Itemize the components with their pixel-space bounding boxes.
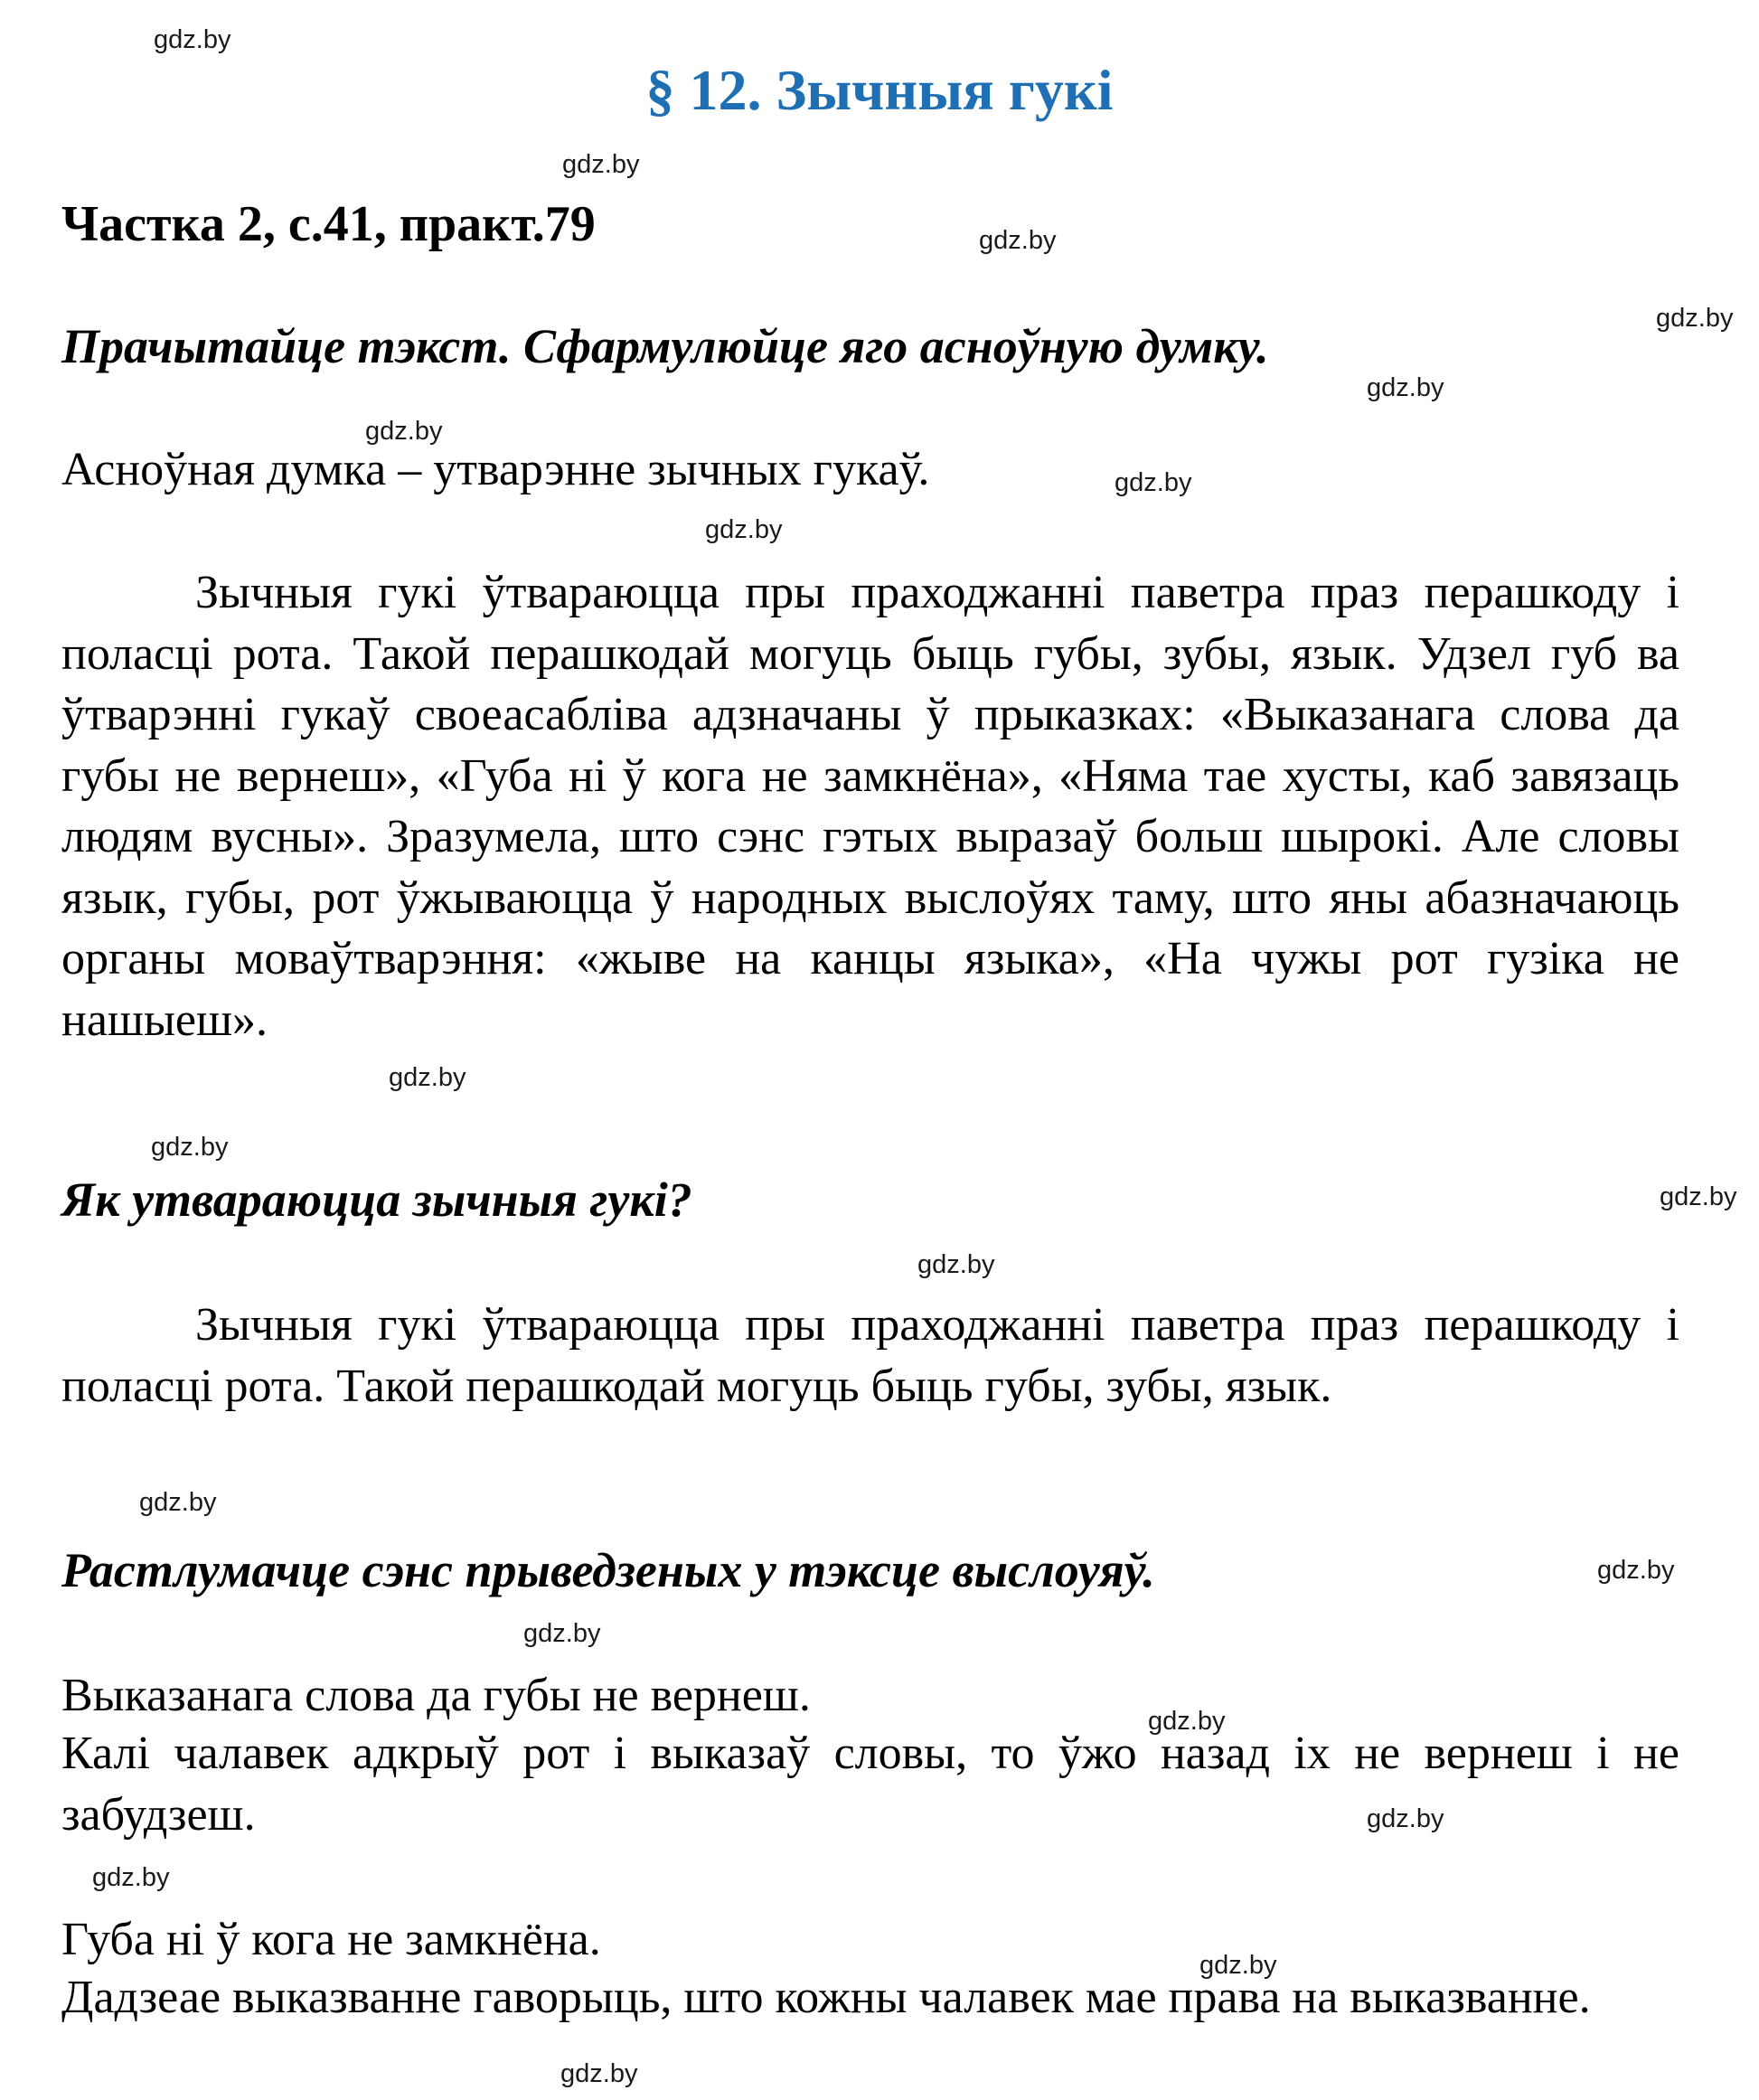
answer-paragraph: Зычныя гукі ўтвараюцца пры праходжанні паветра праз перашкоду і поласці рота. Такой перашкодай могуць быць губы, зубы, язык. <box>61 1299 1679 1412</box>
watermark: gdz.by <box>1597 1556 1675 1585</box>
watermark: gdz.by <box>1367 1804 1444 1833</box>
watermark: gdz.by <box>560 2059 638 2088</box>
watermark: gdz.by <box>562 150 640 179</box>
watermark: gdz.by <box>1199 1951 1277 1980</box>
watermark: gdz.by <box>389 1063 466 1092</box>
watermark: gdz.by <box>523 1619 601 1648</box>
watermark: gdz.by <box>365 417 443 446</box>
watermark: gdz.by <box>1656 304 1734 333</box>
saying-explanation: Калі чалавек адкрыў рот і выказаў словы, то ўжо назад іх не вернеш і не забудзеш. <box>61 1728 1679 1841</box>
watermark: gdz.by <box>917 1250 995 1279</box>
watermark: gdz.by <box>1148 1707 1226 1736</box>
watermark: gdz.by <box>1115 468 1192 497</box>
watermark: gdz.by <box>154 25 231 54</box>
watermark: gdz.by <box>92 1863 170 1892</box>
task-prompt: Прачытайце тэкст. Сфармулюйце яго асноўную думку. <box>61 319 1269 373</box>
saying-explanation: Дадзеае выказванне гаворыць, што кожны чалавек мае права на выказванне. <box>61 1972 1591 2023</box>
page-title: § 12. Зычныя гукі <box>645 58 1114 122</box>
watermark: gdz.by <box>151 1133 229 1162</box>
watermark: gdz.by <box>705 515 783 544</box>
task-prompt: Як утвараюцца зычныя гукі? <box>61 1172 692 1227</box>
watermark: gdz.by <box>979 226 1057 255</box>
watermark: gdz.by <box>1367 373 1444 402</box>
saying: Губа ні ў кога не замкнёна. <box>61 1914 601 1965</box>
section-heading: Частка 2, с.41, практ.79 <box>61 196 596 252</box>
watermark: gdz.by <box>1660 1182 1737 1211</box>
task-prompt: Растлумачце сэнс прыведзеных у тэксце выслоуяў. <box>61 1543 1155 1597</box>
watermark: gdz.by <box>139 1488 217 1517</box>
answer-main-idea: Асноўная думка – утварэнне зычных гукаў. <box>61 444 930 495</box>
saying: Выказанага слова да губы не вернеш. <box>61 1670 811 1721</box>
reading-text: Зычныя гукі ўтвараюцца пры праходжанні паветра праз перашкоду і поласці рота. Такой перашкодай могуць быць губы, зубы, язык. Удзел губ ва ўтварэнні гукаў своеасабліва адзначаны ў прыказках: «Выказанага слова да губы не вернеш», «Губа ні ў кога не замкнёна», «Няма тае хусты, каб завязаць людям вусны». Зразумела, што сэнс гэтых выразаў больш шырокі. Але словы язык, губы, рот ўжываюцца ў народных выслоўях таму, што яны абазначаюць органы моваўтварэння: «жыве на канцы языка», «На чужы рот гузіка не нашыеш». <box>61 567 1679 1046</box>
